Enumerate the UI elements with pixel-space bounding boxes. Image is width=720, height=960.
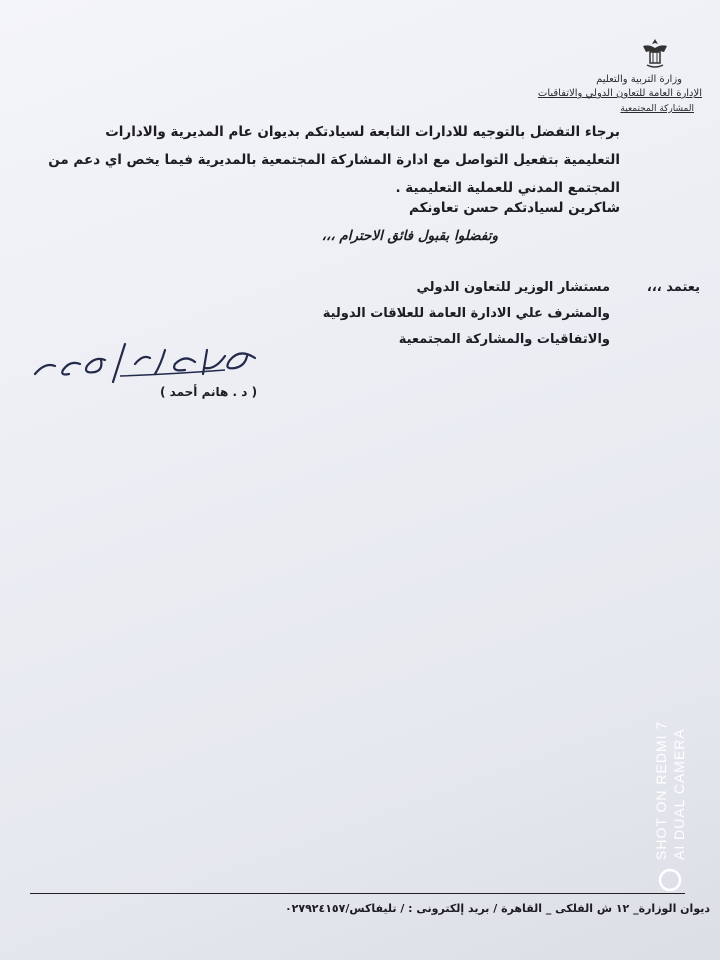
watermark-ring-icon [660, 870, 680, 890]
footer-address: ديوان الوزارة_ ١٢ ش الفلكى _ القاهرة / بريد إلكترونى : / تليفاكس/٠٢٧٩٢٤١٥٧ [284, 902, 710, 915]
footer-divider [30, 893, 685, 894]
body-line-1: برجاء التفضل بالتوجيه للادارات التابعة لسيادتكم بديوان عام المديرية والادارات [105, 124, 620, 140]
official-title-1: مستشار الوزير للتعاون الدولي [416, 280, 610, 295]
official-title-2: والمشرف علي الادارة العامة للعلاقات الدولية [322, 306, 610, 321]
signer-name: ( د . هانم أحمد ) [160, 385, 258, 399]
approval-word: يعتمد ،،، [646, 280, 700, 295]
watermark-line-1: SHOT ON REDMI 7 [653, 720, 669, 860]
official-title-3: والاتفاقيات والمشاركة المجتمعية [398, 332, 610, 347]
camera-watermark [645, 700, 695, 900]
watermark-line-2: AI DUAL CAMERA [671, 728, 687, 860]
body-line-2: التعليمية بتفعيل التواصل مع ادارة المشاركة المجتمعية بالمديرية فيما يخص اي دعم من [48, 152, 620, 168]
body-line-3: المجتمع المدني للعملية التعليمية . [395, 180, 620, 196]
body-line-closing: وتفضلوا بقبول فائق الاحترام ،،، [321, 228, 498, 244]
unit-name: المشاركة المجتمعية [620, 104, 694, 114]
ministry-name: وزارة التربية والتعليم [596, 74, 682, 85]
eagle-emblem-icon [638, 36, 672, 70]
department-name: الإدارة العامة للتعاون الدولي والاتفاقيات [537, 88, 702, 99]
body-line-thanks: شاكرين لسيادتكم حسن تعاونكم [408, 200, 620, 216]
